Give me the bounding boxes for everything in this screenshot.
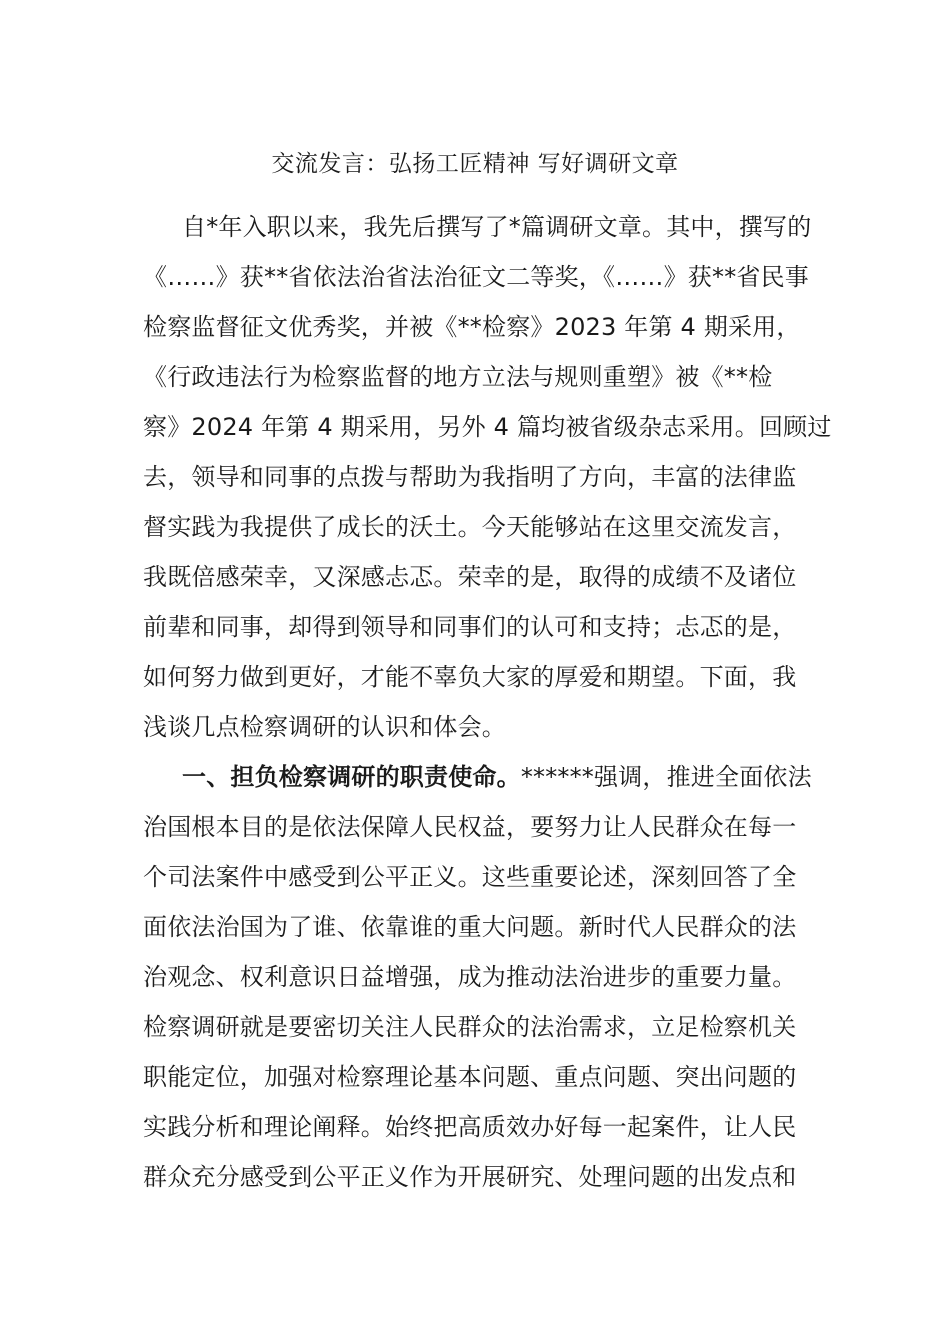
section-heading-rest: ******强调，推进全面依法 <box>520 763 812 791</box>
paragraph-line: 治国根本目的是依法保障人民权益，要努力让人民群众在每一 <box>143 813 797 841</box>
paragraph-intro <box>143 205 832 755</box>
paragraph-line: 检察监督征文优秀奖，并被《**检察》2023 年第 4 期采用， <box>143 313 801 341</box>
paragraph-line: 职能定位，加强对检察理论基本问题、重点问题、突出问题的 <box>143 1063 797 1091</box>
document-title: 交流发言：弘扬工匠精神 写好调研文章 <box>271 151 679 177</box>
paragraph-line: 治观念、权利意识日益增强，成为推动法治进步的重要力量。 <box>143 963 797 991</box>
paragraph-line: 浅谈几点检察调研的认识和体会。 <box>143 713 506 741</box>
paragraph-line <box>143 755 812 805</box>
paragraph-line: 个司法案件中感受到公平正义。这些重要论述，深刻回答了全 <box>143 863 797 891</box>
paragraph-line: 自*年入职以来，我先后撰写了*篇调研文章。其中，撰写的 <box>182 213 812 241</box>
paragraph-line: 前辈和同事，却得到领导和同事们的认可和支持；忐忑的是， <box>143 613 797 641</box>
paragraph-line: 群众充分感受到公平正义作为开展研究、处理问题的出发点和 <box>143 1163 797 1191</box>
section-heading: 一、担负检察调研的职责使命。 <box>182 763 521 791</box>
paragraph-line: 察》2024 年第 4 期采用，另外 4 篇均被省级杂志采用。回顾过 <box>143 413 832 441</box>
paragraph-line: 面依法治国为了谁、依靠谁的重大问题。新时代人民群众的法 <box>143 913 797 941</box>
paragraph-line: 督实践为我提供了成长的沃土。今天能够站在这里交流发言， <box>143 513 797 541</box>
document-body <box>143 205 832 1205</box>
paragraph-line: 去，领导和同事的点拨与帮助为我指明了方向，丰富的法律监 <box>143 463 797 491</box>
paragraph-line: 《行政违法行为检察监督的地方立法与规则重塑》被《**检 <box>143 363 773 391</box>
paragraph-line: 《……》获**省依法治省法治征文二等奖，《……》获**省民事 <box>143 263 809 291</box>
paragraph-line: 我既倍感荣幸，又深感忐忑。荣幸的是，取得的成绩不及诸位 <box>143 563 797 591</box>
paragraph-line: 检察调研就是要密切关注人民群众的法治需求，立足检察机关 <box>143 1013 797 1041</box>
paragraph-section-one <box>143 755 812 1205</box>
paragraph-line: 实践分析和理论阐释。始终把高质效办好每一起案件，让人民 <box>143 1113 797 1141</box>
paragraph-line: 如何努力做到更好，才能不辜负大家的厚爱和期望。下面，我 <box>143 663 797 691</box>
